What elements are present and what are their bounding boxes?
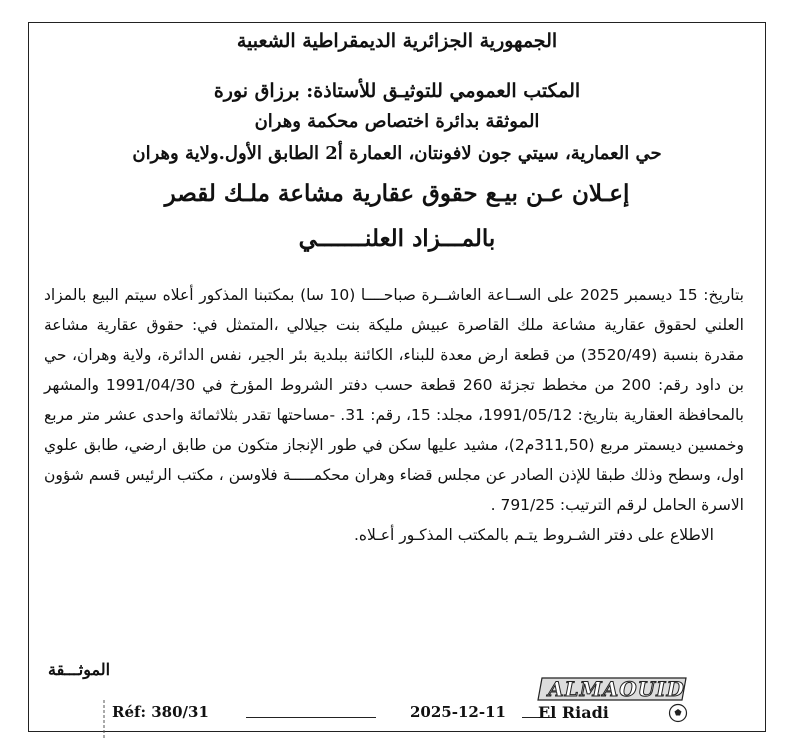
- announcement-subtitle: بالمـــزاد العلنـــــــي: [298, 225, 496, 252]
- announcement-body: [44, 280, 744, 550]
- newspaper-logo-text: ALMAOUID: [548, 677, 685, 701]
- notary-jurisdiction: الموثقة بدائرة اختصاص محكمة وهران: [254, 111, 540, 132]
- football-icon: [668, 703, 688, 723]
- notary-signature-label: الموثـــقة: [48, 660, 111, 679]
- reference-number: Réf: 380/31: [112, 703, 209, 721]
- margin-tick-icon: [100, 700, 108, 740]
- publication-date: 2025-12-11: [410, 703, 506, 721]
- republic-heading: الجمهورية الجزائرية الديمقراطية الشعبية: [236, 30, 558, 52]
- body-paragraph-main: بتاريخ: 15 ديسمبر 2025 على الســاعة العاشــرة صباحــــا (10 سا) بمكتبنا المذكور أعلاه سيتم البيع بالمزاد العلني لحقوق عقارية مشاعة ملك القاصرة عبيش مليكة بنت جيلالي ،المتمثل في: حقوق عقارية مشاعة مقدرة بنسبة (3520/49) من قطعة ارض معدة للبناء، الكائنة ببلدية بئر الجير، نفس الدائرة، ولاية وهران، حي بن داود رقم: 200 من مخطط تجزئة 260 قطعة حسب دفتر الشروط المؤرخ في 1991/04/30 والمشهر بالمحافظة العقارية بتاريخ: 1991/05/12، مجلد: 15، رقم: 31. -مساحتها تقدر بثلاثمائة واحدى عشر متر مربع وخمسين ديسمتر مربع (311,50م2)، مشيد عليها سكن في طور الإنجاز متكون من طابق ارضي، طابق علوي اول، وسطح وذلك طبقا للإذن الصادر عن مجلس قضاء وهران محكمـــــة فلاوسن ، مكتب الرئيس قسم شؤون الاسرة الحامل لرقم الترتيب: 791/25 .: [44, 286, 744, 514]
- body-paragraph-consult: الاطلاع على دفتر الشـروط يتـم بالمكتب المذكـور أعـلاه.: [353, 526, 714, 544]
- announcement-title: إعـلان عـن بيـع حقوق عقارية مشاعة ملـك لقصر: [164, 180, 630, 207]
- office-heading: المكتب العمومي للتوثيـق للأستاذة: برزاق نورة: [213, 80, 581, 102]
- office-address: حي العمارية، سيتي جون لافونتان، العمارة أ2 الطابق الأول.ولاية وهران: [132, 143, 662, 164]
- newspaper-logo-subtitle: El Riadi: [538, 703, 609, 722]
- footer-divider: [246, 717, 376, 718]
